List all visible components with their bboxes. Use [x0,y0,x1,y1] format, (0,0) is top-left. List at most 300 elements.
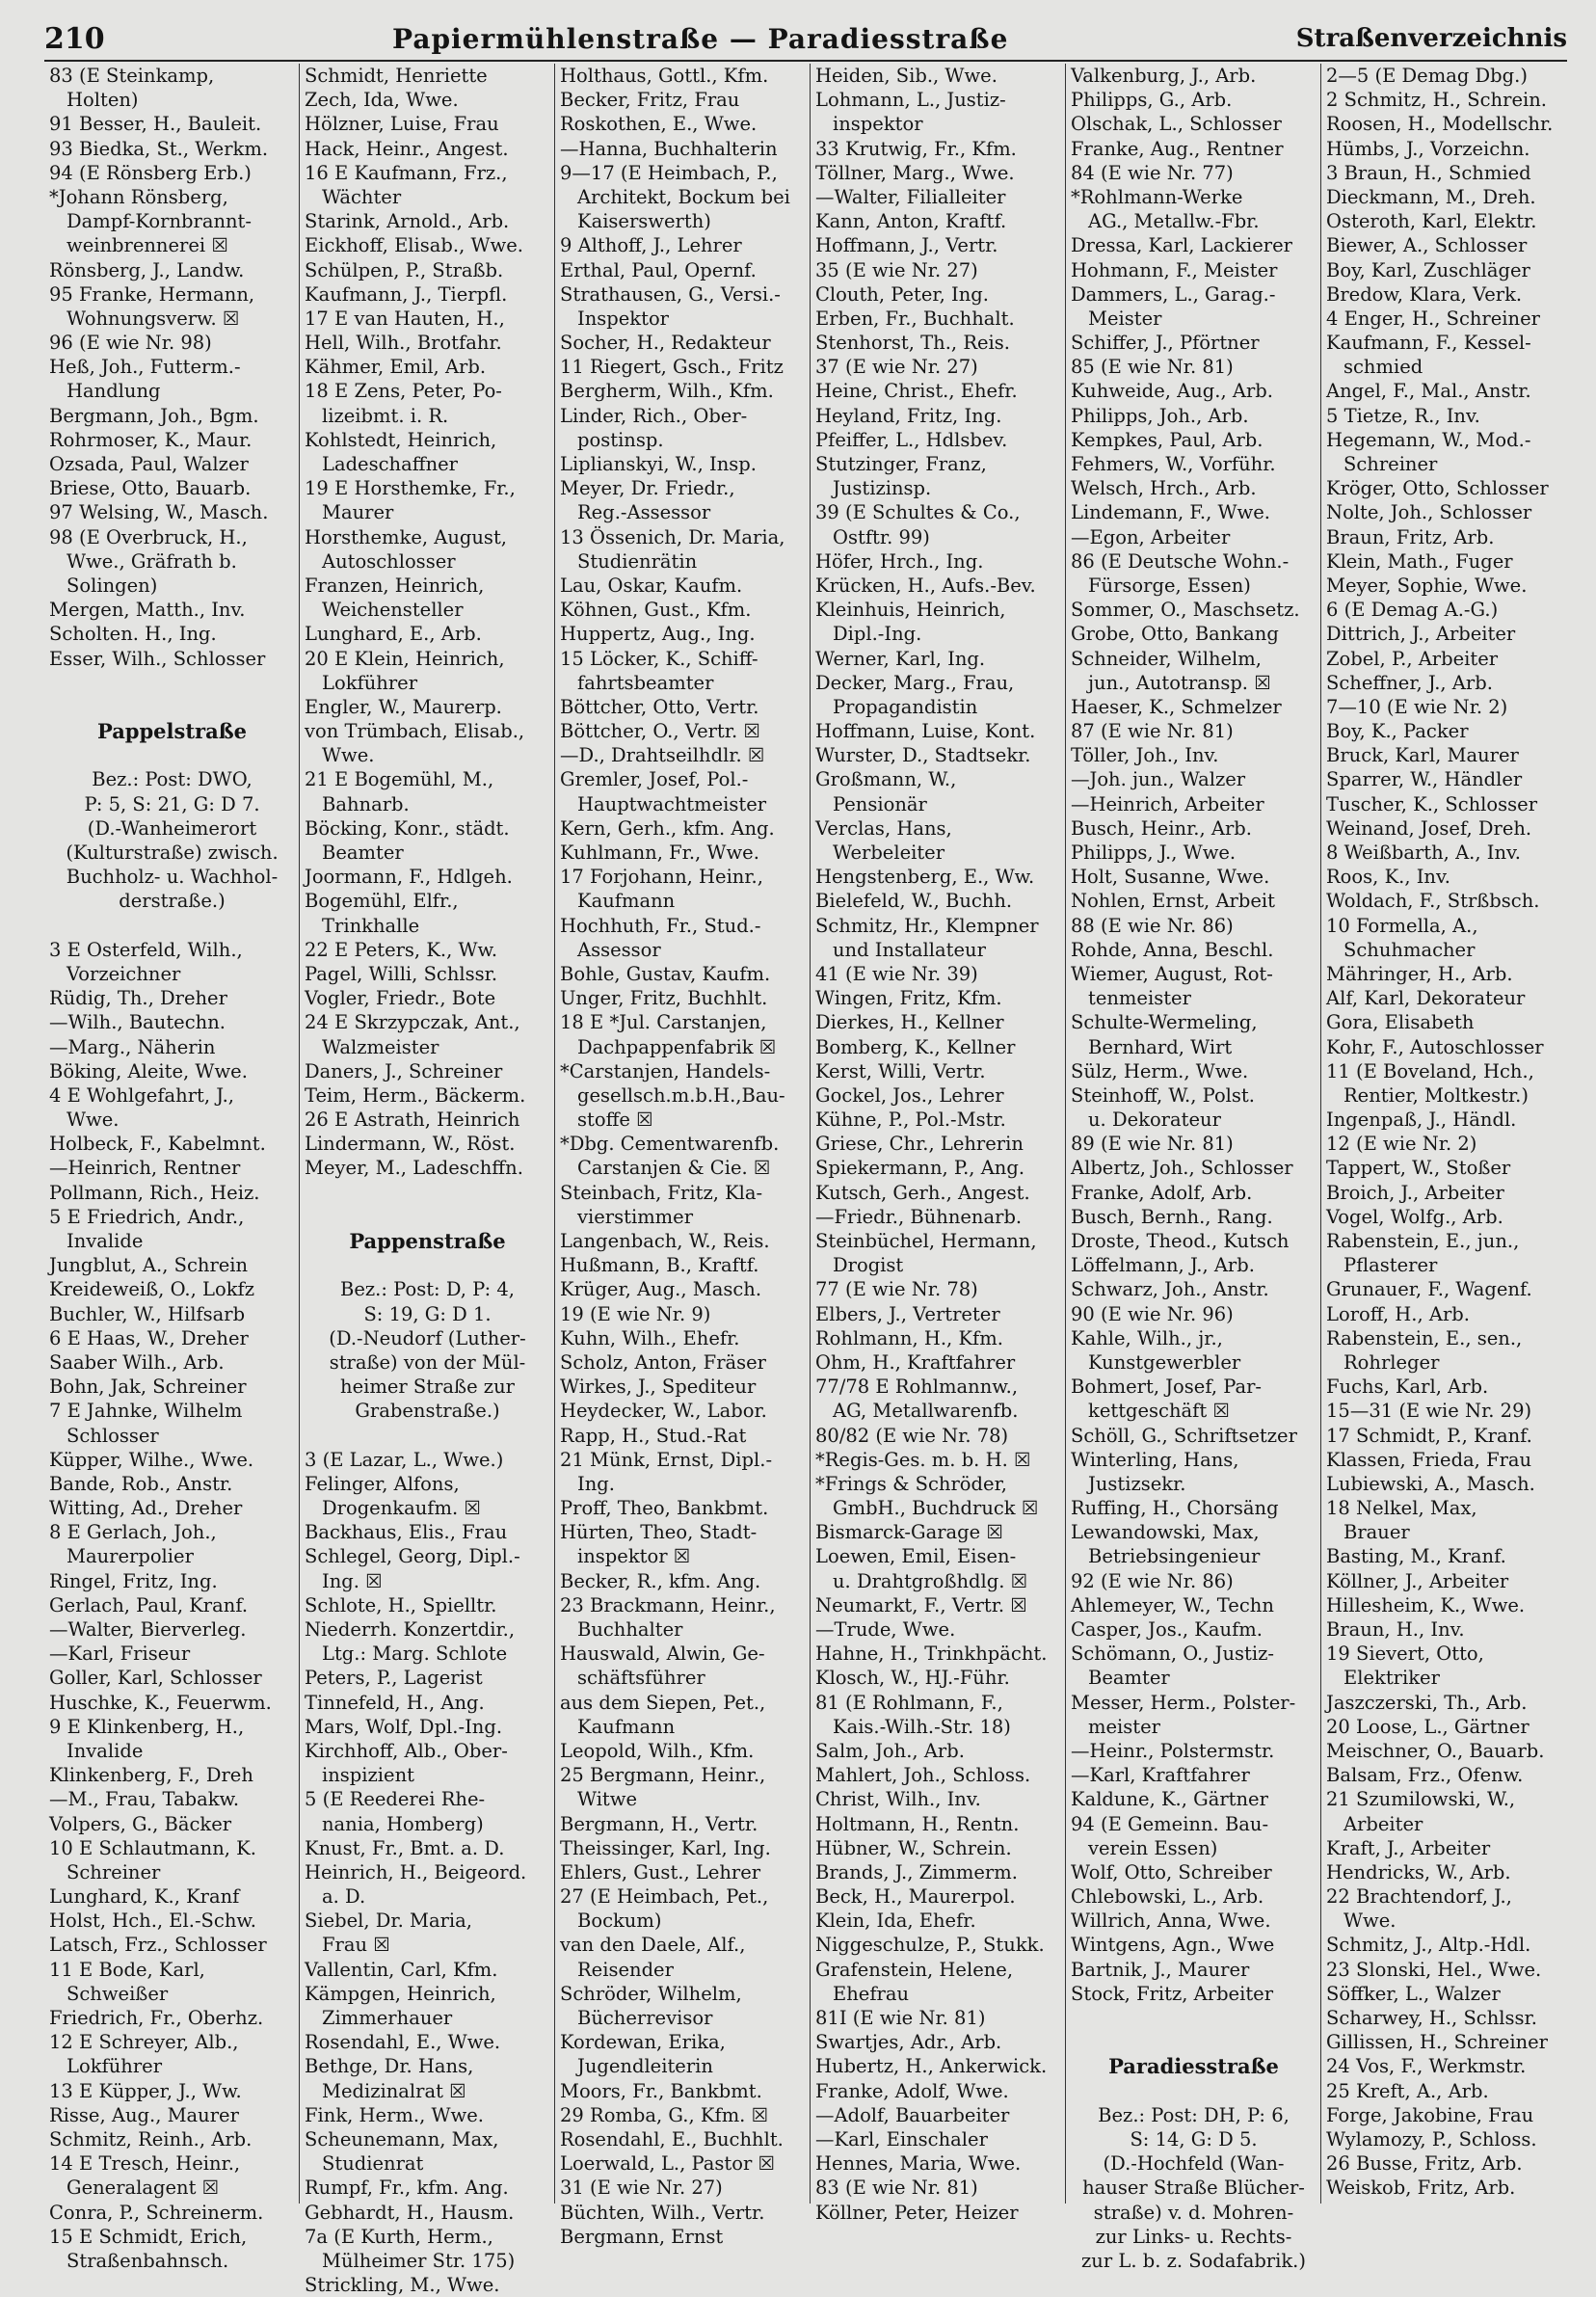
directory-entry-line: Ringel, Fritz, Ing. [49,1569,218,1592]
directory-entry-line: Kaufmann [577,890,676,913]
directory-entry-line: Bogemühl, Elfr., [305,890,459,913]
directory-entry-line: Griese, Chr., Lehrerin [815,1133,1024,1156]
directory-entry-line: Bez.: Post: DH, P: 6, [1098,2103,1290,2126]
directory-entry-line: Socher, H., Redakteur [560,332,771,355]
directory-entry-line: Stutzinger, Franz, [815,453,987,475]
directory-entry-line: 77/78 E Rohlmannw., [815,1376,1019,1399]
directory-entry-line: Studienrat [322,2152,424,2176]
directory-entry-line: Ozsada, Paul, Walzer [49,453,249,475]
directory-entry-line: Hochhuth, Fr., Stud.- [560,914,761,937]
directory-entry-line: —Heinrich, Rentner [49,1157,241,1180]
directory-entry-line: Assessor [577,938,661,961]
directory-entry-line: 85 (E wie Nr. 81) [1071,356,1234,379]
directory-entry-line: Leopold, Wilh., Kfm. [560,1739,755,1762]
directory-entry-line: Bernhard, Wirt [1088,1035,1233,1058]
directory-entry-line: 7—10 (E wie Nr. 2) [1326,695,1508,718]
directory-entry-line: Heydecker, W., Labor. [560,1400,767,1423]
directory-entry-line: Wylamozy, P., Schloss. [1326,2127,1537,2150]
directory-entry-line: 33 Krutwig, Fr., Kfm. [815,137,1017,160]
directory-entry-line: 31 (E wie Nr. 27) [560,2177,723,2200]
directory-entry-line: Wwe. [322,744,375,767]
directory-entry-line: Sülz, Herm., Wwe. [1071,1059,1249,1082]
directory-entry-line: 6 (E Demag A.-G.) [1326,599,1499,622]
directory-entry-line: Bethge, Dr. Hans, [305,2055,474,2078]
directory-entry-line: 23 Slonski, Hel., Wwe. [1326,1958,1542,1981]
directory-entry-line: Beamter [322,841,404,864]
directory-entry-line: Kämpgen, Heinrich, [305,1982,496,2005]
directory-entry-line: 12 E Schreyer, Alb., [49,2031,239,2054]
directory-entry-line: Wurster, D., Stadtsekr. [815,744,1031,767]
directory-entry-line: 17 Schmidt, P., Kranf. [1326,1424,1532,1447]
directory-entry-line: 15 Löcker, K., Schiff- [560,647,758,670]
directory-entry-line: Werbeleiter [833,841,945,864]
directory-entry-line: Jaszczerski, Th., Arb. [1326,1691,1528,1714]
directory-entry-line: Spiekermann, P., Ang. [815,1157,1025,1180]
directory-entry-line: Busch, Bernh., Rang. [1071,1205,1273,1228]
directory-entry-line: Rumpf, Fr., kfm. Ang. [305,2177,509,2200]
directory-entry-line: Erthal, Paul, Opernf. [560,258,757,281]
directory-entry-line: nania, Homberg) [322,1812,484,1835]
directory-entry-line: —M., Frau, Tabakw. [49,1788,240,1811]
directory-entry-line: 3 (E Lazar, L., Wwe.) [305,1448,504,1471]
directory-entry-line: Schmitz, Hr., Klempner [815,914,1039,937]
directory-entry-line: Winterling, Hans, [1071,1448,1239,1471]
directory-entry-line: 9 E Klinkenberg, H., [49,1715,245,1738]
directory-entry-line: Büchten, Wilh., Vertr. [560,2201,765,2224]
directory-entry-line: Tuscher, K., Schlosser [1326,792,1538,815]
page-header [44,17,1567,62]
directory-entry-line: Holbeck, F., Kabelmnt. [49,1133,266,1156]
directory-entry-line: S: 14, G: D 5. [1130,2127,1258,2150]
directory-entry-line: schmied [1343,356,1423,379]
directory-entry-line: 92 (E wie Nr. 86) [1071,1569,1234,1592]
directory-entry-line: Strathausen, G., Versi.- [560,282,781,306]
directory-entry-line: Kern, Gerh., kfm. Ang. [560,816,775,840]
directory-entry-line: Böcking, Konr., städt. [305,816,510,840]
directory-entry-line: Hennes, Maria, Wwe. [815,2152,1022,2176]
directory-entry-line: Haeser, K., Schmelzer [1071,695,1282,718]
directory-entry-line: Decker, Marg., Frau, [815,671,1015,694]
directory-entry-line: Alf, Karl, Dekorateur [1326,987,1526,1010]
directory-entry-line: Valkenburg, J., Arb. [1071,65,1257,87]
spacer [305,1253,550,1277]
directory-entry-line: Kraft, J., Arbeiter [1326,1836,1491,1859]
directory-entry-line: Löffelmann, J., Arb. [1071,1254,1255,1277]
directory-entry-line: Hümbs, J., Vorzeichn. [1326,137,1530,160]
directory-entry-line: Bomberg, K., Kellner [815,1035,1016,1058]
spacer [305,1205,550,1229]
directory-entry-line: 84 (E wie Nr. 77) [1071,161,1234,184]
directory-entry-line: Meyer, Sophie, Wwe. [1326,574,1528,597]
directory-entry-line: —Marg., Näherin [49,1035,216,1058]
directory-entry-line: Kuhweide, Aug., Arb. [1071,380,1273,403]
directory-entry-line: Erben, Fr., Buchhalt. [815,307,1015,330]
directory-entry-line: 77 (E wie Nr. 78) [815,1278,978,1301]
directory-entry-line: 96 (E wie Nr. 98) [49,332,212,355]
directory-entry-line: Ehefrau [833,1982,910,2005]
directory-entry-line: Clouth, Peter, Ing. [815,282,989,306]
directory-entry-line: —Karl, Friseur [49,1643,191,1666]
column-6 [1321,64,1577,2204]
directory-entry-line: Töller, Joh., Inv. [1071,744,1219,767]
directory-entry-line: 83 (E wie Nr. 81) [815,2177,978,2200]
directory-entry-line: Wingen, Fritz, Kfm. [815,987,1002,1010]
directory-entry-line: Bohn, Jak, Schreiner [49,1376,247,1399]
directory-entry-line: Holtmann, H., Rentn. [815,1812,1020,1835]
directory-entry-line: Woldach, F., Strßbsch. [1326,890,1540,913]
directory-entry-line: Weichensteller [322,599,464,622]
directory-entry-line: Buchler, W., Hilfsarb [49,1302,246,1325]
column-5 [1066,64,1321,2272]
directory-entry-line: Schmitz, J., Altp.-Hdl. [1326,1934,1531,1957]
directory-entry-line: Roskothen, E., Wwe. [560,113,758,136]
directory-entry-line: Justizinsp. [833,477,932,500]
directory-entry-line: Philipps, J., Wwe. [1071,841,1237,864]
directory-entry-line: Hußmann, B., Kraftf. [560,1254,759,1277]
directory-entry-line: 27 (E Heimbach, Pet., [560,1885,769,1909]
directory-entry-line: Wiemer, August, Rot- [1071,962,1273,985]
directory-entry-line: Dierkes, H., Kellner [815,1011,1004,1034]
directory-entry-line: Böttcher, Otto, Vertr. [560,695,759,718]
directory-entry-line: Siebel, Dr. Maria, [305,1910,472,1933]
directory-entry-line: Lindemann, F., Wwe. [1071,501,1270,524]
directory-entry-line: —Trude, Wwe. [815,1618,956,1641]
directory-entry-line: Niggeschulze, P., Stukk. [815,1934,1045,1957]
directory-entry-line: Christ, Wilh., Inv. [815,1788,981,1811]
directory-entry-line: Swartjes, Adr., Arb. [815,2031,1002,2054]
directory-entry-line: Schmitz, Reinh., Arb. [49,2127,253,2150]
directory-entry-line: Dipl.-Ing. [833,623,922,646]
directory-entry-line: Beamter [1088,1667,1170,1690]
directory-entry-line: Bohle, Gustav, Kaufm. [560,962,771,985]
directory-entry-line: Loerwald, L., Pastor ☒ [560,2152,775,2176]
directory-entry-line: derstraße.) [119,890,226,913]
directory-entry-line: Ingenpaß, J., Händl. [1326,1108,1517,1132]
directory-entry-line: Kuhlmann, Fr., Wwe. [560,841,759,864]
directory-entry-line: Hell, Wilh., Brotfahr. [305,332,502,355]
directory-entry-line: Schuhmacher [1343,938,1476,961]
directory-entry-line: Betriebsingenieur [1088,1545,1261,1568]
directory-entry-line: Kleinhuis, Heinrich, [815,599,1006,622]
directory-entry-line: Witwe [577,1788,638,1811]
directory-entry-line: 3 Braun, H., Schmied [1326,161,1531,184]
directory-entry-line: Pflasterer [1343,1254,1438,1277]
directory-entry-line: zur Links- u. Rechts- [1095,2225,1292,2248]
directory-entry-line: 93 Biedka, St., Werkm. [49,137,269,160]
directory-entry-line: AG., Metallw.-Fbr. [1088,210,1260,233]
directory-entry-line: Busch, Heinr., Arb. [1071,816,1252,840]
directory-entry-line: Dittrich, J., Arbeiter [1326,623,1516,646]
directory-entry-line: Franke, Adolf, Arb. [1071,1181,1253,1204]
directory-entry-line: 3 E Osterfeld, Wilh., [49,938,243,961]
directory-entry-line: Heine, Christ., Ehefr. [815,380,1018,403]
directory-entry-line: Ostftr. 99) [833,525,930,548]
directory-entry-line: Wwe. [1343,1910,1396,1933]
directory-entry-line: 12 (E wie Nr. 2) [1326,1133,1477,1156]
directory-entry-line: Bartnik, J., Maurer [1071,1958,1250,1981]
directory-entry-line: Hauswald, Alwin, Ge- [560,1643,765,1666]
directory-entry-line: *Frings & Schröder, [815,1472,1007,1495]
directory-entry-line: Schlote, H., Spielltr. [305,1593,497,1616]
directory-entry-line: u. Drahtgroßhdlg. ☒ [833,1569,1028,1592]
directory-entry-line: 4 Enger, H., Schreiner [1326,307,1540,330]
directory-entry-line: —Hanna, Buchhalterin [560,137,778,160]
directory-entry-line: Rentier, Moltkestr.) [1343,1083,1529,1107]
directory-entry-line: 17 Forjohann, Heinr., [560,866,763,889]
directory-entry-line: Kutsch, Gerh., Angest. [815,1181,1030,1204]
directory-entry-line: Langenbach, W., Reis. [560,1230,770,1252]
directory-entry-line: Handlung [66,380,161,403]
directory-entry-line: Joormann, F., Hdlgeh. [305,866,513,889]
directory-entry-line: Propagandistin [833,695,978,718]
directory-entry-line: 14 E Tresch, Heinr., [49,2152,241,2176]
directory-entry-line: Jugendleiterin [577,2055,713,2078]
spacer [1071,2079,1317,2103]
directory-entry-line: Albertz, Joh., Schlosser [1071,1157,1293,1180]
directory-entry-line: Droste, Theod., Kutsch [1071,1230,1290,1252]
directory-entry-line: Buchholz- u. Wachhol- [66,866,279,889]
directory-entry-line: Brands, J., Zimmerm. [815,1860,1018,1883]
directory-entry-line: —Karl, Kraftfahrer [1071,1764,1250,1787]
directory-entry-line: 95 Franke, Hermann, [49,282,255,306]
directory-entry-line: 26 Busse, Fritz, Arb. [1326,2152,1523,2176]
directory-entry-line: Briese, Otto, Bauarb. [49,477,252,500]
directory-entry-line: Kröger, Otto, Schlosser [1326,477,1549,500]
directory-entry-line: Maurer [322,501,394,524]
directory-entry-line: Studienrätin [577,549,698,573]
directory-entry-line: Schneider, Wilhelm, [1071,647,1262,670]
directory-entry-line: P: 5, S: 21, G: D 7. [84,792,260,815]
directory-entry-line: van den Daele, Alf., [560,1934,746,1957]
directory-entry-line: 37 (E wie Nr. 27) [815,356,978,379]
directory-entry-line: 88 (E wie Nr. 86) [1071,914,1234,937]
directory-entry-line: Scheunemann, Max, [305,2127,499,2150]
directory-entry-line: Broich, J., Arbeiter [1326,1181,1504,1204]
directory-entry-line: Heinrich, H., Beigeord. [305,1860,527,1883]
directory-entry-line: Bergmann, Ernst [560,2225,724,2248]
directory-entry-line: 97 Welsing, W., Masch. [49,501,269,524]
directory-entry-line: Straßenbahnsch. [66,2249,229,2272]
directory-entry-line: 29 Romba, G., Kfm. ☒ [560,2103,769,2126]
directory-entry-line: Mars, Wolf, Dpl.-Ing. [305,1715,503,1738]
directory-entry-line: Holten) [66,89,139,112]
directory-entry-line: Töllner, Marg., Wwe. [815,161,1015,184]
directory-entry-line: Bergmann, H., Vertr. [560,1812,758,1835]
directory-entry-line: Vogel, Wolfg., Arb. [1326,1205,1503,1228]
directory-entry-line: Witting, Ad., Dreher [49,1497,243,1520]
directory-entry-line: Heyland, Fritz, Ing. [815,404,1002,427]
directory-entry-line: Arbeiter [1343,1812,1423,1835]
street-heading: Pappelstraße [96,719,248,744]
directory-entry-line: Inspektor [577,307,670,330]
directory-entry-line: Kais.-Wilh.-Str. 18) [833,1715,1011,1738]
directory-entry-line: Drogenkaufm. ☒ [322,1497,481,1520]
directory-entry-line: Rohrmoser, K., Maur. [49,428,253,451]
directory-entry-line: 11 (E Boveland, Hch., [1326,1059,1534,1082]
directory-entry-line: Klinkenberg, F., Dreh [49,1764,253,1787]
directory-entry-line: inspektor [833,113,923,136]
directory-entry-line: Hürten, Theo, Stadt- [560,1521,758,1544]
directory-entry-line: Meister [1088,307,1162,330]
directory-entry-line: Buchhalter [577,1618,683,1641]
directory-entry-line: 19 E Horsthemke, Fr., [305,477,516,500]
page-number: 210 [44,21,105,56]
directory-entry-line: Dachpappenfabrik ☒ [577,1035,777,1058]
directory-entry-line: Liplianskyi, W., Insp. [560,453,757,475]
directory-entry-line: Kohlstedt, Heinrich, [305,428,497,451]
directory-entry-line: Friedrich, Fr., Oberhz. [49,2007,264,2029]
street-heading: Paradiesstraße [1108,2054,1279,2079]
directory-entry-line: 18 E Zens, Peter, Po- [305,380,502,403]
directory-entry-line: Rabenstein, E., jun., [1326,1230,1520,1252]
directory-entry-line: Großmann, W., [815,768,957,791]
directory-entry-line: Kohr, F., Autoschlosser [1326,1035,1544,1058]
directory-entry-line: —D., Drahtseilhdlr. ☒ [560,744,765,767]
directory-entry-line: Boy, K., Packer [1326,720,1469,743]
directory-entry-line: Loewen, Emil, Eisen- [815,1545,1017,1568]
directory-entry-line: Elbers, J., Vertreter [815,1302,1000,1325]
directory-entry-line: Pensionär [833,792,927,815]
directory-entry-line: *Rohlmann-Werke [1071,185,1243,208]
directory-entry-line: Horsthemke, August, [305,525,507,548]
directory-entry-line: Fuchs, Karl, Arb. [1326,1376,1489,1399]
directory-entry-line: Ehlers, Gust., Lehrer [560,1860,761,1883]
directory-entry-line: Vogler, Friedr., Bote [305,987,496,1010]
directory-entry-line: 13 E Küpper, J., Ww. [49,2079,242,2102]
directory-entry-line: Schlosser [66,1424,159,1447]
directory-entry-line: Pollmann, Rich., Heiz. [49,1181,260,1204]
directory-entry-line: Schweißer [66,1982,169,2005]
directory-entry-line: 22 Brachtendorf, J., [1326,1885,1512,1909]
directory-entry-line: —Walter, Bierverleg. [49,1618,247,1641]
directory-entry-line: Braun, Fritz, Arb. [1326,525,1495,548]
directory-entry-line: Pfeiffer, L., Hdlsbev. [815,428,1008,451]
directory-entry-line: Heiden, Sib., Wwe. [815,65,998,87]
directory-entry-line: Bismarck-Garage ☒ [815,1521,1003,1544]
directory-entry-line: Reg.-Assessor [577,501,711,524]
directory-entry-line: 81 (E Rohlmann, F., [815,1691,1003,1714]
directory-entry-line: 21 E Bogemühl, M., [305,768,494,791]
directory-entry-line: Wirkes, J., Spediteur [560,1376,757,1399]
directory-entry-line: 2—5 (E Demag Dbg.) [1326,65,1528,87]
directory-entry-line: 18 Nelkel, Max, [1326,1497,1477,1520]
directory-entry-line: Huschke, K., Feuerwm. [49,1691,272,1714]
directory-entry-line: Carstanjen & Cie. ☒ [577,1157,771,1180]
spacer [1071,2030,1317,2054]
directory-entry-line: Hoffmann, J., Vertr. [815,234,998,257]
directory-entry-line: Sommer, O., Maschsetz. [1071,599,1300,622]
directory-entry-line: Klein, Math., Fuger [1326,549,1513,573]
directory-entry-line: 86 (E Deutsche Wohn.- [1071,549,1290,573]
directory-entry-line: Hölzner, Luise, Frau [305,113,499,136]
directory-entry-line: Bergmann, Joh., Bgm. [49,404,259,427]
directory-entry-line: Ahlemeyer, W., Techn [1071,1593,1274,1616]
directory-entry-line: Unger, Fritz, Buchhlt. [560,987,768,1010]
directory-entry-line: Lewandowski, Max, [1071,1521,1260,1544]
directory-entry-line: Hack, Heinr., Angest. [305,137,509,160]
directory-entry-line: Hohmann, F., Meister [1071,258,1278,281]
directory-entry-line: zur L. b. z. Sodafabrik.) [1081,2249,1306,2272]
directory-entry-line: Holthaus, Gottl., Kfm. [560,65,769,87]
directory-entry-line: Meyer, Dr. Friedr., [560,477,735,500]
directory-entry-line: Wwe., Gräfrath b. [66,549,237,573]
directory-entry-line: Roos, K., Inv. [1326,866,1450,889]
directory-entry-line: Kerst, Willi, Vertr. [815,1059,986,1082]
directory-entry-line: 11 E Bode, Karl, [49,1958,205,1981]
directory-entry-line: Teim, Herm., Bäckerm. [305,1083,526,1107]
directory-entry-line: Mergen, Matth., Inv. [49,599,246,622]
directory-entry-line: Balsam, Frz., Ofenw. [1326,1764,1524,1787]
directory-entry-line: Franke, Aug., Rentner [1071,137,1284,160]
directory-entry-line: Kuhn, Wilh., Ehefr. [560,1326,740,1349]
directory-entry-line: Kähmer, Emil, Arb. [305,356,487,379]
directory-entry-line: Wwe. [66,1108,120,1132]
directory-entry-line: Köllner, Peter, Heizer [815,2201,1019,2224]
directory-entry-line: Philipps, Joh., Arb. [1071,404,1249,427]
directory-entry-line: Böttcher, O., Vertr. ☒ [560,720,760,743]
directory-entry-line: Frau ☒ [322,1934,390,1957]
directory-entry-line: straße) von der Mül- [329,1350,526,1374]
directory-entry-line: 21 Szumilowski, W., [1326,1788,1516,1811]
directory-entry-line: Latsch, Frz., Schlosser [49,1934,267,1957]
directory-entry-line: und Installateur [833,938,986,961]
directory-entry-line: Meyer, M., Ladeschffn. [305,1157,523,1180]
directory-entry-line: Risse, Aug., Maurer [49,2103,239,2126]
directory-entry-line: Starink, Arnold., Arb. [305,210,510,233]
directory-entry-line: Kempkes, Paul, Arb. [1071,428,1264,451]
directory-entry-line: Fehmers, W., Vorführ. [1071,453,1276,475]
directory-entry-line: 90 (E wie Nr. 96) [1071,1302,1234,1325]
directory-entry-line: Nohlen, Ernst, Arbeit [1071,890,1275,913]
directory-entry-line: Dampf-Kornbrannt- [66,210,252,233]
directory-entry-line: Beck, H., Maurerpol. [815,1885,1016,1909]
directory-entry-line: Kunstgewerbler [1088,1350,1241,1374]
directory-entry-line: heimer Straße zur [340,1376,515,1399]
directory-entry-line: Verclas, Hans, [815,816,952,840]
directory-entry-line: Lubiewski, A., Masch. [1326,1472,1535,1495]
directory-entry-line: Invalide [66,1230,144,1252]
directory-entry-line: Neumarkt, F., Vertr. ☒ [815,1593,1027,1616]
directory-entry-line: aus dem Siepen, Pet., [560,1691,766,1714]
directory-entry-line: Kahle, Wilh., jr., [1071,1326,1223,1349]
directory-entry-line: Forge, Jakobine, Frau [1326,2103,1534,2126]
directory-entry-line: Rohlmann, H., Kfm. [815,1326,1003,1349]
directory-entry-line: 41 (E wie Nr. 39) [815,962,978,985]
directory-entry-line: Drogist [833,1254,904,1277]
directory-entry-line: Schröder, Wilhelm, [560,1982,742,2005]
directory-entry-line: 16 E Kaufmann, Frz., [305,161,508,184]
directory-entry-line: Franke, Adolf, Wwe. [815,2079,1009,2102]
directory-entry-line: Vallentin, Carl, Kfm. [305,1958,498,1981]
directory-entry-line: Schulte-Wermeling, [1071,1011,1258,1034]
directory-entry-line: Osteroth, Karl, Elektr. [1326,210,1537,233]
directory-entry-line: Dressa, Karl, Lackierer [1071,234,1292,257]
directory-entry-line: verein Essen) [1088,1836,1218,1859]
directory-entry-line: Rohde, Anna, Beschl. [1071,938,1274,961]
directory-entry-line: Dieckmann, M., Dreh. [1326,185,1536,208]
directory-entry-line: Angel, F., Mal., Anstr. [1326,380,1531,403]
directory-entry-line: Loroff, H., Arb. [1326,1302,1470,1325]
directory-entry-line: Boy, Karl, Zuschläger [1326,258,1530,281]
directory-entry-line: Kann, Anton, Kraftf. [815,210,1007,233]
directory-entry-line: kettgeschäft ☒ [1088,1400,1230,1423]
directory-entry-line: Goller, Karl, Schlosser [49,1667,262,1690]
directory-entry-line: schäftsführer [577,1667,705,1690]
directory-entry-line: Rapp, H., Stud.-Rat [560,1424,747,1447]
directory-entry-line: Ltg.: Marg. Schlote [322,1643,508,1666]
directory-entry-line: Daners, J., Schreiner [305,1059,503,1082]
directory-entry-line: meister [1088,1715,1160,1738]
